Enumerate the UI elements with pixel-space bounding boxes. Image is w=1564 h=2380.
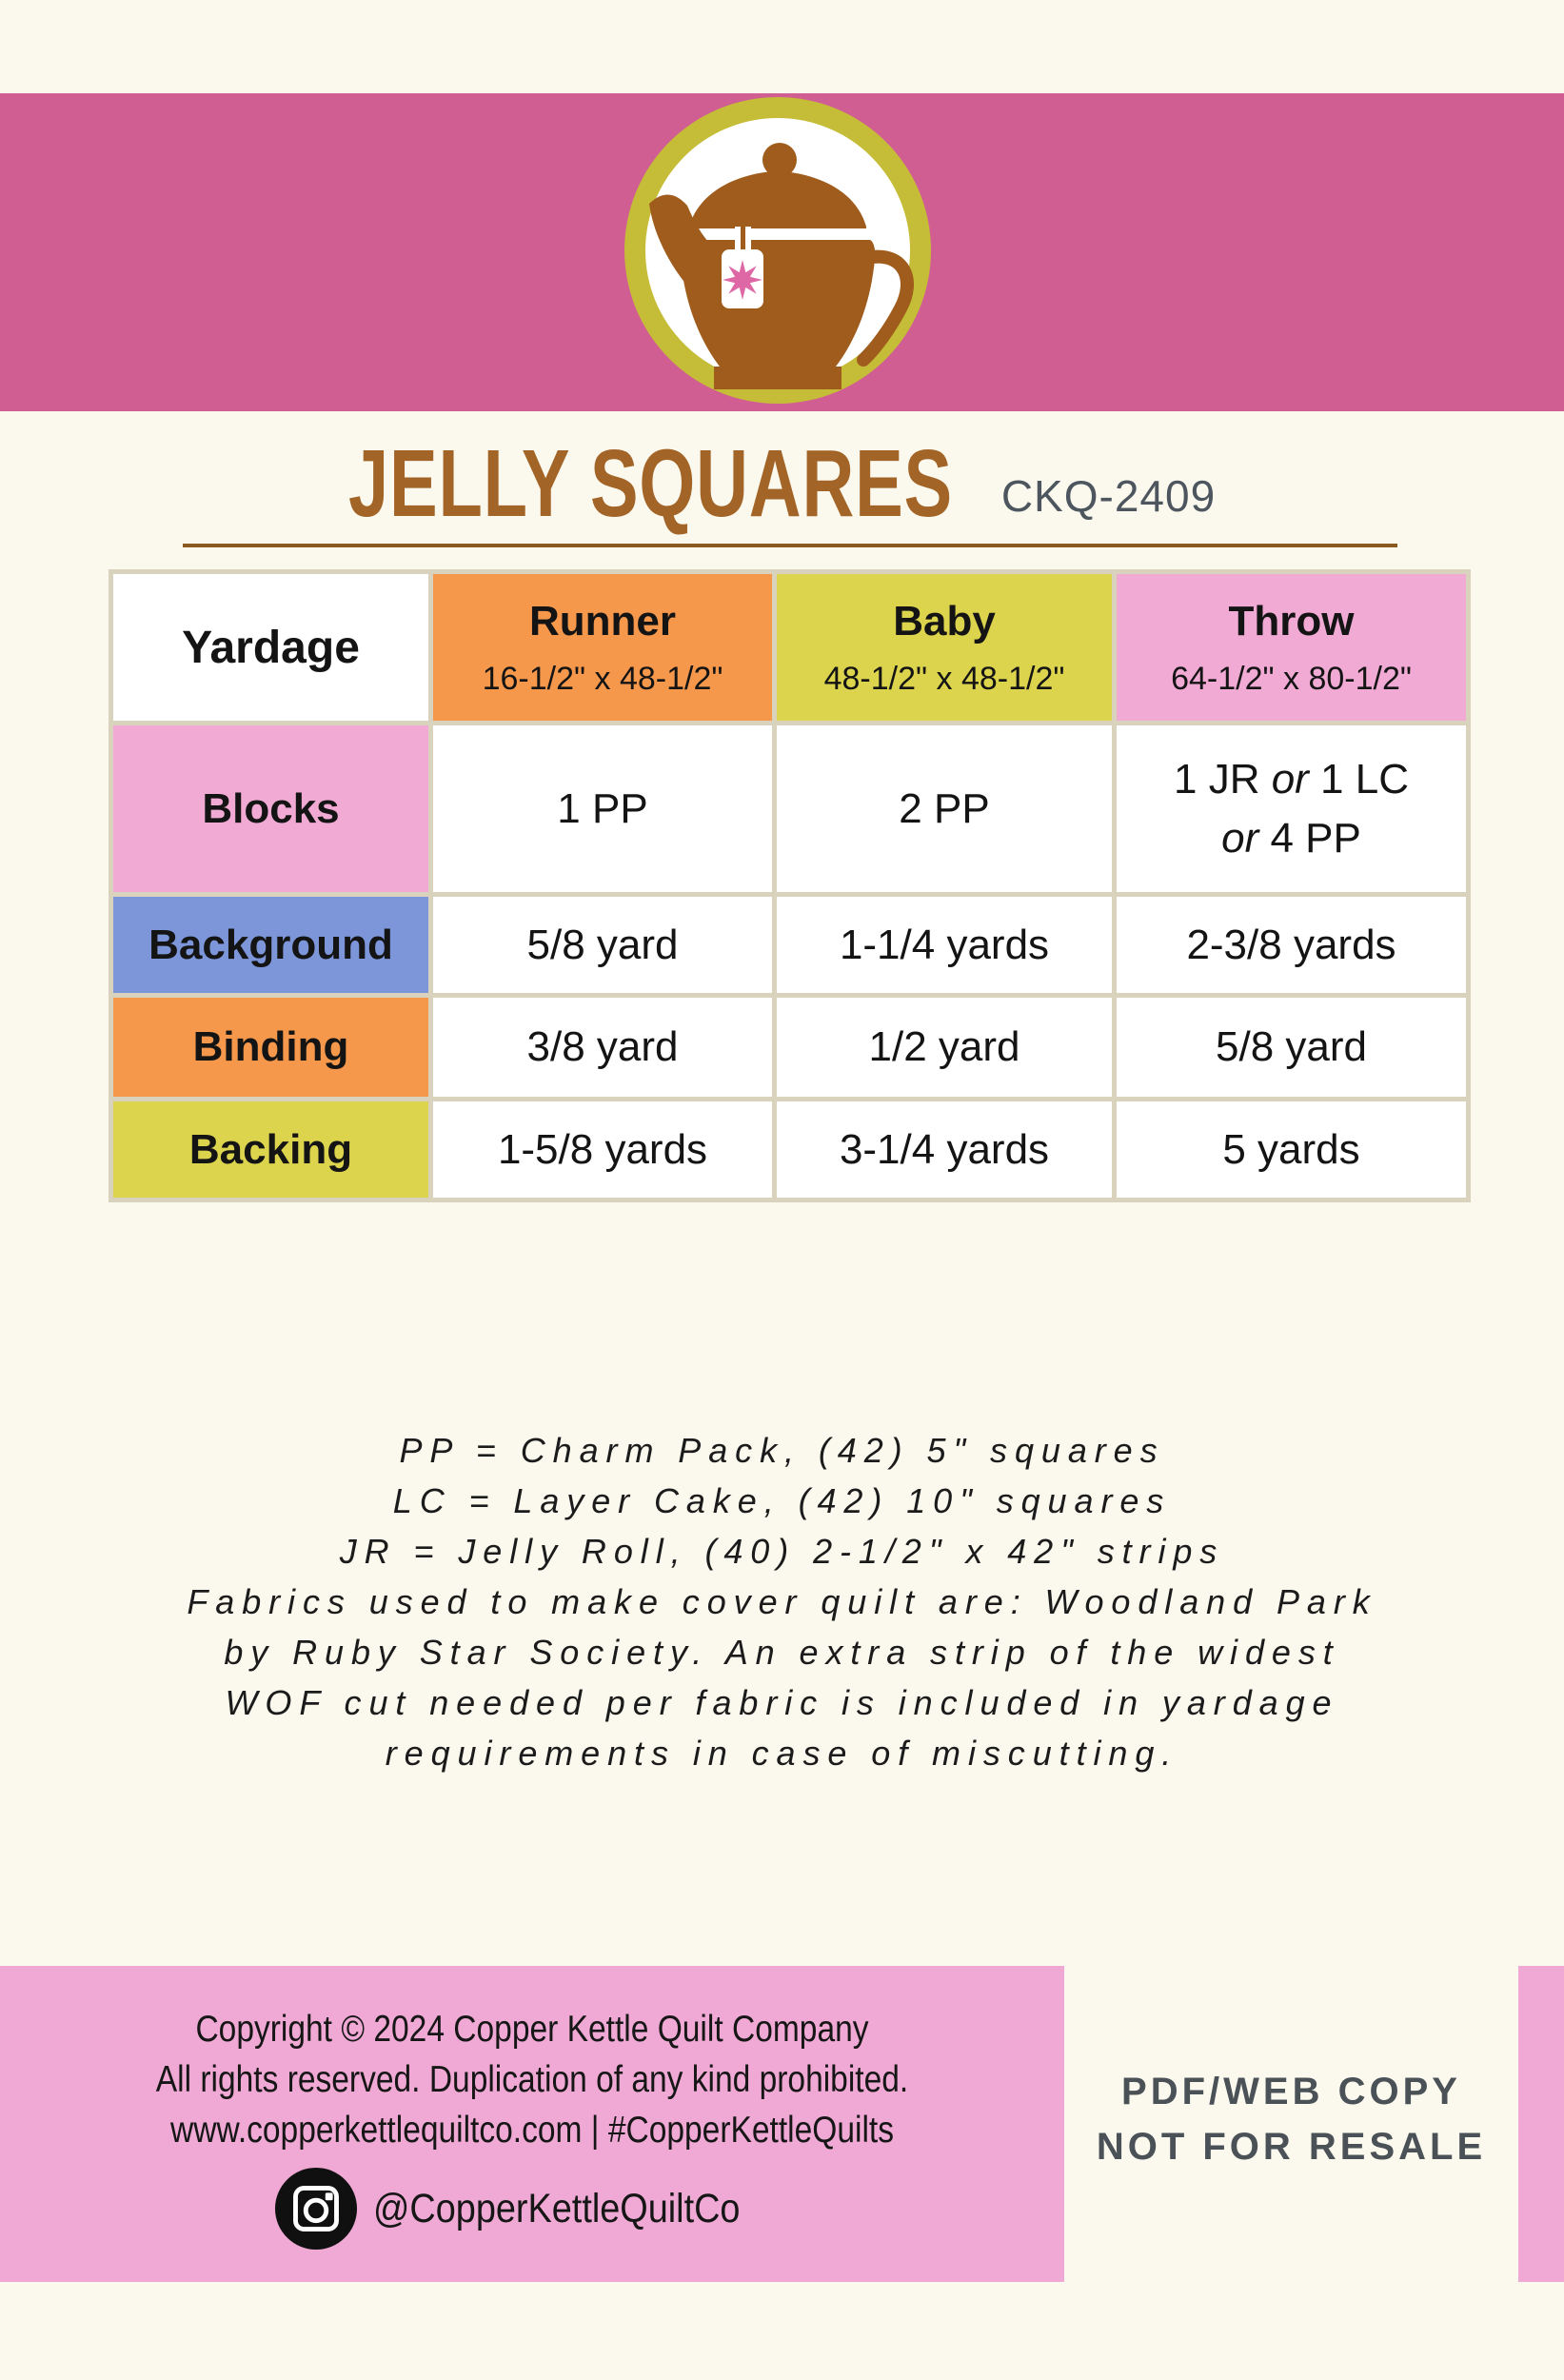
row-label-blocks: Blocks xyxy=(111,724,431,895)
instagram-handle: @CopperKettleQuiltCo xyxy=(372,2185,741,2231)
footer-accent-strip xyxy=(1518,1966,1564,2282)
yardage-table xyxy=(109,569,1471,1202)
note-line: Fabrics used to make cover quilt are: Woodland Park xyxy=(187,1582,1377,1621)
note-line: JR = Jelly Roll, (40) 2-1/2" x 42" strips xyxy=(339,1532,1225,1571)
cell-backing-baby: 3-1/4 yards xyxy=(775,1100,1115,1200)
cell-blocks-baby: 2 PP xyxy=(775,724,1115,895)
table-corner-cell: Yardage xyxy=(111,572,431,724)
copyright-line: Copyright © 2024 Copper Kettle Quilt Company xyxy=(195,2009,869,2050)
cell-background-runner: 5/8 yard xyxy=(431,895,775,996)
resale-line: PDF/WEB COPY xyxy=(1121,2071,1461,2112)
footer-copyright-panel xyxy=(0,1966,1064,2282)
table-row-background xyxy=(111,895,1469,996)
note-line: requirements in case of miscutting. xyxy=(385,1734,1179,1773)
row-label-backing: Backing xyxy=(111,1100,431,1200)
cell-binding-runner: 3/8 yard xyxy=(431,996,775,1100)
row-label-binding: Binding xyxy=(111,996,431,1100)
notes-text xyxy=(0,1425,1564,1778)
logo-badge xyxy=(624,97,931,404)
teapot-logo-icon xyxy=(624,97,931,404)
rights-line: All rights reserved. Duplication of any kind prohibited. xyxy=(155,2059,909,2100)
column-header-runner: Runner 16-1/2" x 48-1/2" xyxy=(431,572,775,724)
note-line: PP = Charm Pack, (42) 5" squares xyxy=(399,1431,1165,1470)
cell-backing-runner: 1-5/8 yards xyxy=(431,1100,775,1200)
cell-background-throw: 2-3/8 yards xyxy=(1115,895,1469,996)
resale-line: NOT FOR RESALE xyxy=(1096,2126,1487,2168)
pattern-number: CKQ-2409 xyxy=(1000,471,1217,521)
cell-binding-throw: 5/8 yard xyxy=(1115,996,1469,1100)
instagram-icon xyxy=(274,2167,358,2251)
column-header-throw: Throw 64-1/2" x 80-1/2" xyxy=(1115,572,1469,724)
column-header-baby: Baby 48-1/2" x 48-1/2" xyxy=(775,572,1115,724)
note-line: WOF cut needed per fabric is included in yardage xyxy=(225,1683,1339,1722)
cell-background-baby: 1-1/4 yards xyxy=(775,895,1115,996)
resale-notice xyxy=(1064,2064,1518,2174)
cell-blocks-throw: 1 JR or 1 LC or 4 PP xyxy=(1115,724,1469,895)
table-row-blocks xyxy=(111,724,1469,895)
cell-blocks-runner: 1 PP xyxy=(431,724,775,895)
note-line: by Ruby Star Society. An extra strip of the widest xyxy=(224,1633,1340,1672)
table-header-row xyxy=(111,572,1469,724)
cell-backing-throw: 5 yards xyxy=(1115,1100,1469,1200)
table-row-binding xyxy=(111,996,1469,1100)
title-divider xyxy=(183,544,1397,547)
pattern-title: JELLY SQUARES xyxy=(347,430,953,537)
title-row xyxy=(0,430,1564,537)
row-label-background: Background xyxy=(111,895,431,996)
table-row-backing xyxy=(111,1100,1469,1200)
note-line: LC = Layer Cake, (42) 10" squares xyxy=(392,1481,1172,1520)
website-line: www.copperkettlequiltco.com | #CopperKettleQuilts xyxy=(170,2110,894,2151)
cell-binding-baby: 1/2 yard xyxy=(775,996,1115,1100)
instagram-row xyxy=(0,2167,1064,2251)
